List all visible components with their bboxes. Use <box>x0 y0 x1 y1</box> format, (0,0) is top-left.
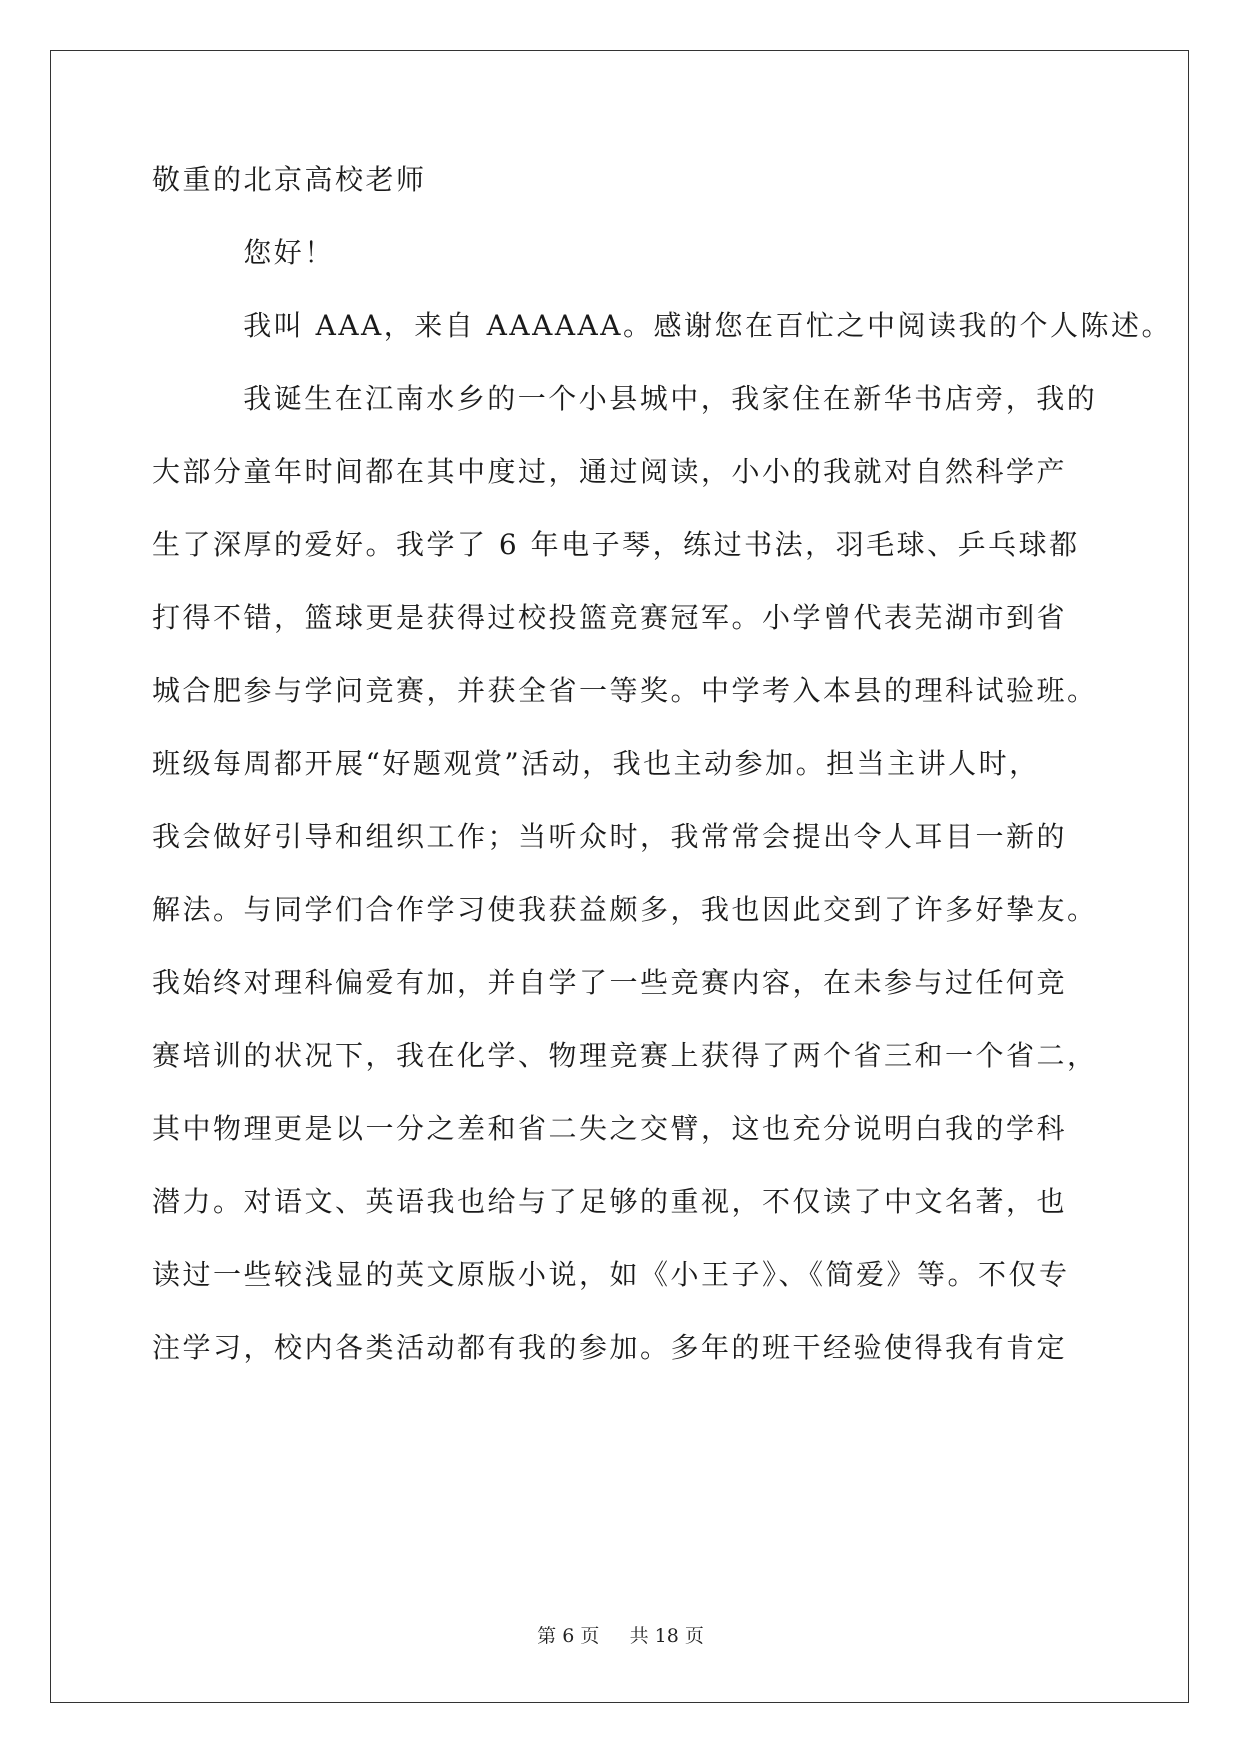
text-line: 赛培训的状况下，我在化学、物理竞赛上获得了两个省三和一个省二， <box>152 1039 1098 1072</box>
text-line: 我叫 AAA，来自 AAAAAA。感谢您在百忙之中阅读我的个人陈述。 <box>152 309 1172 342</box>
text-line: 打得不错，篮球更是获得过校投篮竞赛冠军。小学曾代表芜湖市到省 <box>152 601 1068 634</box>
text-line: 生了深厚的爱好。我学了 6 年电子琴，练过书法，羽毛球、乒乓球都 <box>152 528 1080 561</box>
footer-spacer <box>605 1625 623 1647</box>
salutation: 敬重的北京高校老师 <box>152 163 427 196</box>
text-line: 注学习，校内各类活动都有我的参加。多年的班干经验使得我有肯定 <box>152 1331 1068 1364</box>
text-line: 城合肥参与学问竞赛，并获全省一等奖。中学考入本县的理科试验班。 <box>152 674 1098 707</box>
page-total: 共 18 页 <box>629 1625 704 1647</box>
text-line: 我会做好引导和组织工作；当听众时，我常常会提出令人耳目一新的 <box>152 820 1068 853</box>
page-border <box>50 50 1189 1703</box>
text-line: 班级每周都开展“好题观赏”活动，我也主动参加。担当主讲人时， <box>152 747 1040 780</box>
text-line: 大部分童年时间都在其中度过，通过阅读，小小的我就对自然科学产 <box>152 455 1068 488</box>
page-footer <box>0 1624 1241 1648</box>
text-line: 读过一些较浅显的英文原版小说，如《小王子》、《简爱》等。不仅专 <box>152 1258 1070 1291</box>
text-line: 潜力。对语文、英语我也给与了足够的重视，不仅读了中文名著，也 <box>152 1185 1068 1218</box>
text-line: 我始终对理科偏爱有加，并自学了一些竞赛内容，在未参与过任何竞 <box>152 966 1068 999</box>
text-line: 解法。与同学们合作学习使我获益颇多，我也因此交到了许多好挚友。 <box>152 893 1098 926</box>
greeting-line: 您好！ <box>152 236 335 269</box>
page-number: 第 6 页 <box>537 1625 600 1647</box>
text-line: 我诞生在江南水乡的一个小县城中，我家住在新华书店旁，我的 <box>152 382 1098 415</box>
text-line: 其中物理更是以一分之差和省二失之交臂，这也充分说明白我的学科 <box>152 1112 1068 1145</box>
